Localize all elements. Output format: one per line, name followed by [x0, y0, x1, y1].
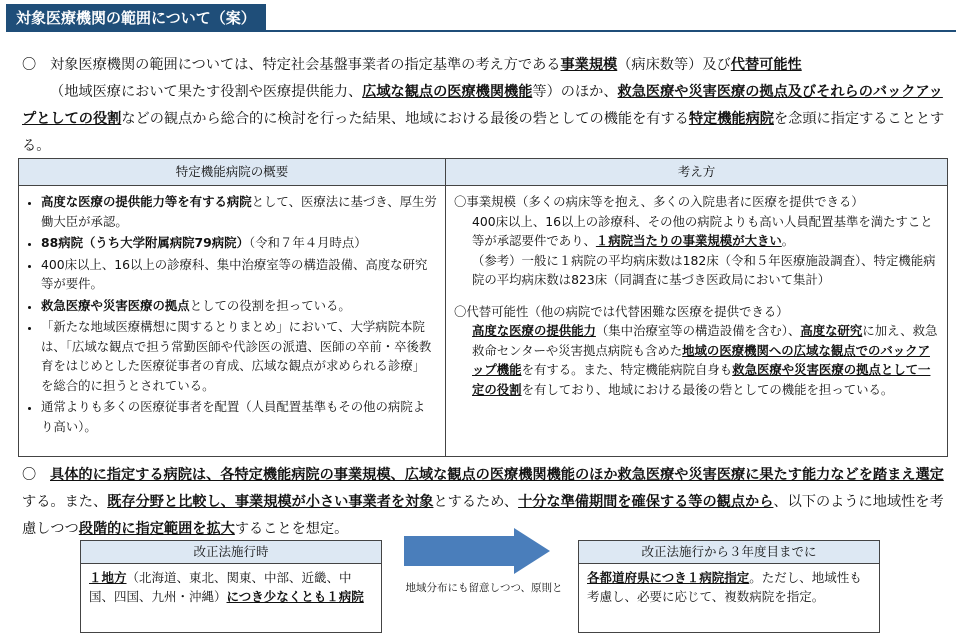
selection-text-4: することを想定。 [234, 521, 349, 537]
intro-text-1: 対象医療機関の範囲については、特定社会基盤事業者の指定基準の考え方である [50, 57, 561, 73]
rationale-scale-text: 400床以上、16以上の診療科、その他の病院よりも高い人員配置基準を満たすこと等が承認要件であり、１病院当たりの事業規模が大きい。 [472, 213, 933, 248]
selection-text-2: とするため、 [433, 494, 519, 510]
overview-item: • 「新たな地域医療構想に関するとりまとめ」において、大学病院本院は、「広域な観点で担う常勤医師や代診医の派遣、医師の卒前・卒後教育をはじめとした医療従事者の育成、広域な観点が求められる診療」を総合的に担うとされている。 [41, 317, 437, 395]
overview-item: • 高度な医療の提供能力等を有する病院として、医療法に基づき、厚生労働大臣が承認。 [41, 192, 437, 231]
intro-bullet: 〇 [22, 57, 37, 73]
rationale-substitutability-text: 高度な医療の提供能力（集中治療室等の構造設備を含む）、高度な研究に加え、救急救命センターや災害拠点病院も含めた地域の医療機関への広域な観点でのバックアップ機能を有する。また、特定機能病院自身も救急医療や災害医療の拠点として一定の役割を有しており、地域における最後の砦としての機能を担っている。 [472, 323, 938, 397]
selection-bold-2: 既存分野と比較し、事業規模が小さい事業者を対象 [107, 494, 434, 510]
overview-list [27, 192, 437, 436]
intro-text-5: などの観点から総合的に検討を行った結果、地域における最後の砦としての機能を有する [121, 111, 689, 127]
column-header-overview: 特定機能病院の概要 [19, 159, 446, 186]
phase1-box [80, 540, 382, 633]
phase2-box [578, 540, 880, 633]
intro-text-3: （地域医療において果たす役割や医療提供能力、 [50, 84, 363, 100]
overview-item: • 通常よりも多くの医療従事者を配置（人員配置基準もその他の病院より高い）。 [41, 397, 437, 436]
phase1-body: １地方（北海道、東北、関東、中部、近畿、中国、四国、九州・沖縄）につき少なくとも１病院 [89, 570, 364, 604]
arrow-caption: 地域分布にも留意しつつ、原則と [405, 582, 563, 594]
phase1-header: 改正法施行時 [81, 541, 381, 564]
selection-text-1: する。また、 [22, 494, 108, 510]
intro-bold-1: 事業規模 [560, 57, 618, 73]
rationale-substitutability-heading: 〇代替可能性（他の病院では代替困難な医療を提供できる） [454, 303, 789, 319]
selection-bold-1: 具体的に指定する病院は、各特定機能病院の事業規模、広域な観点の医療機関機能のほか救急医療や災害医療に果たす能力などを踏まえ選定 [50, 467, 944, 483]
progress-arrow-icon [404, 528, 550, 574]
selection-text-3: 、以下のように地域性を考慮しつつ [22, 494, 944, 537]
selection-bullet: 〇 [22, 467, 37, 483]
intro-text-2: （病床数等）及び [617, 57, 731, 73]
title-underline [266, 30, 956, 32]
overview-table [18, 158, 948, 457]
column-header-rationale: 考え方 [446, 159, 948, 186]
overview-cell [19, 186, 446, 457]
selection-bold-4: 段階的に指定範囲を拡大 [78, 521, 235, 537]
intro-bold-4: 救急医療や災害医療の拠点及びそれらのバックアップとしての役割 [22, 84, 943, 127]
page-title: 対象医療機関の範囲について（案） [6, 4, 266, 32]
intro-bold-2: 代替可能性 [730, 57, 802, 73]
intro-text-4: 等）のほか、 [532, 84, 618, 100]
rationale-cell [446, 186, 948, 457]
selection-bold-3: 十分な準備期間を確保する等の観点から [518, 494, 774, 510]
intro-text-6: を念頭に指定することとする。 [22, 111, 945, 154]
intro-paragraph [22, 52, 950, 160]
phase2-body: 各都道府県につき１病院指定。ただし、地域性も考慮し、必要に応じて、複数病院を指定。 [587, 570, 862, 604]
overview-item: • 88病院（うち大学附属病院79病院）（令和７年４月時点） [41, 233, 437, 253]
overview-item: • 救急医療や災害医療の拠点としての役割を担っている。 [41, 296, 437, 316]
intro-bold-3: 広域な観点の医療機関機能 [362, 84, 533, 100]
rationale-scale-heading: 〇事業規模（多くの病床等を抱え、多くの入院患者に医療を提供できる） [454, 194, 864, 209]
overview-item: • 400床以上、16以上の診療科、集中治療室等の構造設備、高度な研究等が要件。 [41, 255, 437, 294]
intro-bold-5: 特定機能病院 [688, 111, 774, 127]
rationale-reference: （参考）一般に１病院の平均病床数は182床（令和５年医療施設調査）、特定機能病院の平均病床数は823床（同調査に基づき医政局において集計） [472, 252, 936, 287]
phase2-header: 改正法施行から３年度目までに [579, 541, 879, 564]
